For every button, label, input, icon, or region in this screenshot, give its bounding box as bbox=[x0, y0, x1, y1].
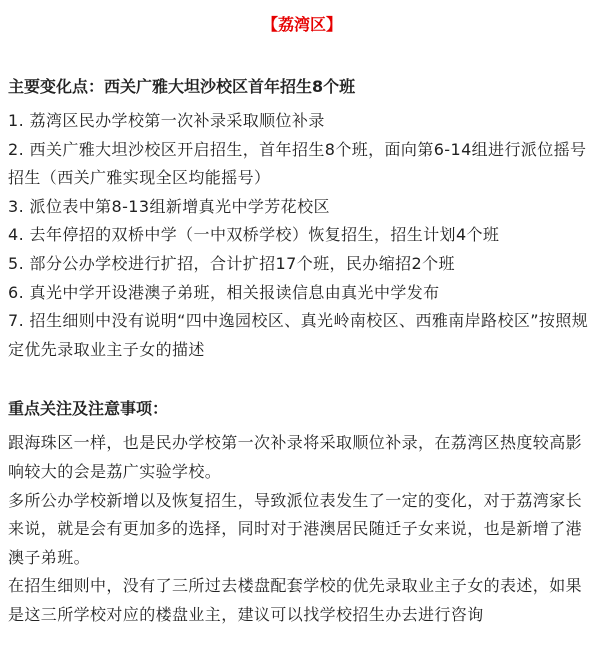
paragraph: 多所公办学校新增以及恢复招生，导致派位表发生了一定的变化，对于荔湾家长来说，就是会有更加多的选择，同时对于港澳居民随迁子女来说，也是新增了港澳子弟班。 bbox=[8, 490, 583, 567]
list-item: 5. 部分公办学校进行扩招，合计扩招17个班，民办缩招2个班 bbox=[8, 253, 455, 273]
notes-body bbox=[8, 429, 596, 629]
list-item: 3. 派位表中第8-13组新增真光中学芳花校区 bbox=[8, 196, 330, 216]
changes-heading: 主要变化点：西关广雅大坦沙校区首年招生8个班 bbox=[8, 77, 356, 96]
paragraph: 在招生细则中，没有了三所过去楼盘配套学校的优先录取业主子女的表述，如果是这三所学校对应的楼盘业主，建议可以找学校招生办去进行咨询 bbox=[8, 576, 583, 624]
article-body bbox=[8, 0, 596, 630]
list-item: 6. 真光中学开设港澳子弟班，相关报读信息由真光中学发布 bbox=[8, 282, 440, 302]
changes-list bbox=[8, 107, 596, 364]
list-item: 7. 招生细则中没有说明“四中逸园校区、真光岭南校区、西雅南岸路校区”按照规定优先录取业主子女的描述 bbox=[8, 311, 589, 359]
paragraph: 跟海珠区一样，也是民办学校第一次补录将采取顺位补录，在荔湾区热度较高影响较大的会是荔广实验学校。 bbox=[8, 433, 583, 481]
notes-heading: 重点关注及注意事项： bbox=[8, 399, 169, 419]
list-item: 4. 去年停招的双桥中学（一中双桥学校）恢复招生，招生计划4个班 bbox=[8, 225, 500, 245]
district-title: 【荔湾区】 bbox=[261, 15, 342, 34]
list-item: 2. 西关广雅大坦沙校区开启招生，首年招生8个班，面向第6-14组进行派位摇号招生（西关广雅实现全区均能摇号） bbox=[8, 139, 587, 188]
list-item: 1. 荔湾区民办学校第一次补录采取顺位补录 bbox=[8, 111, 325, 130]
